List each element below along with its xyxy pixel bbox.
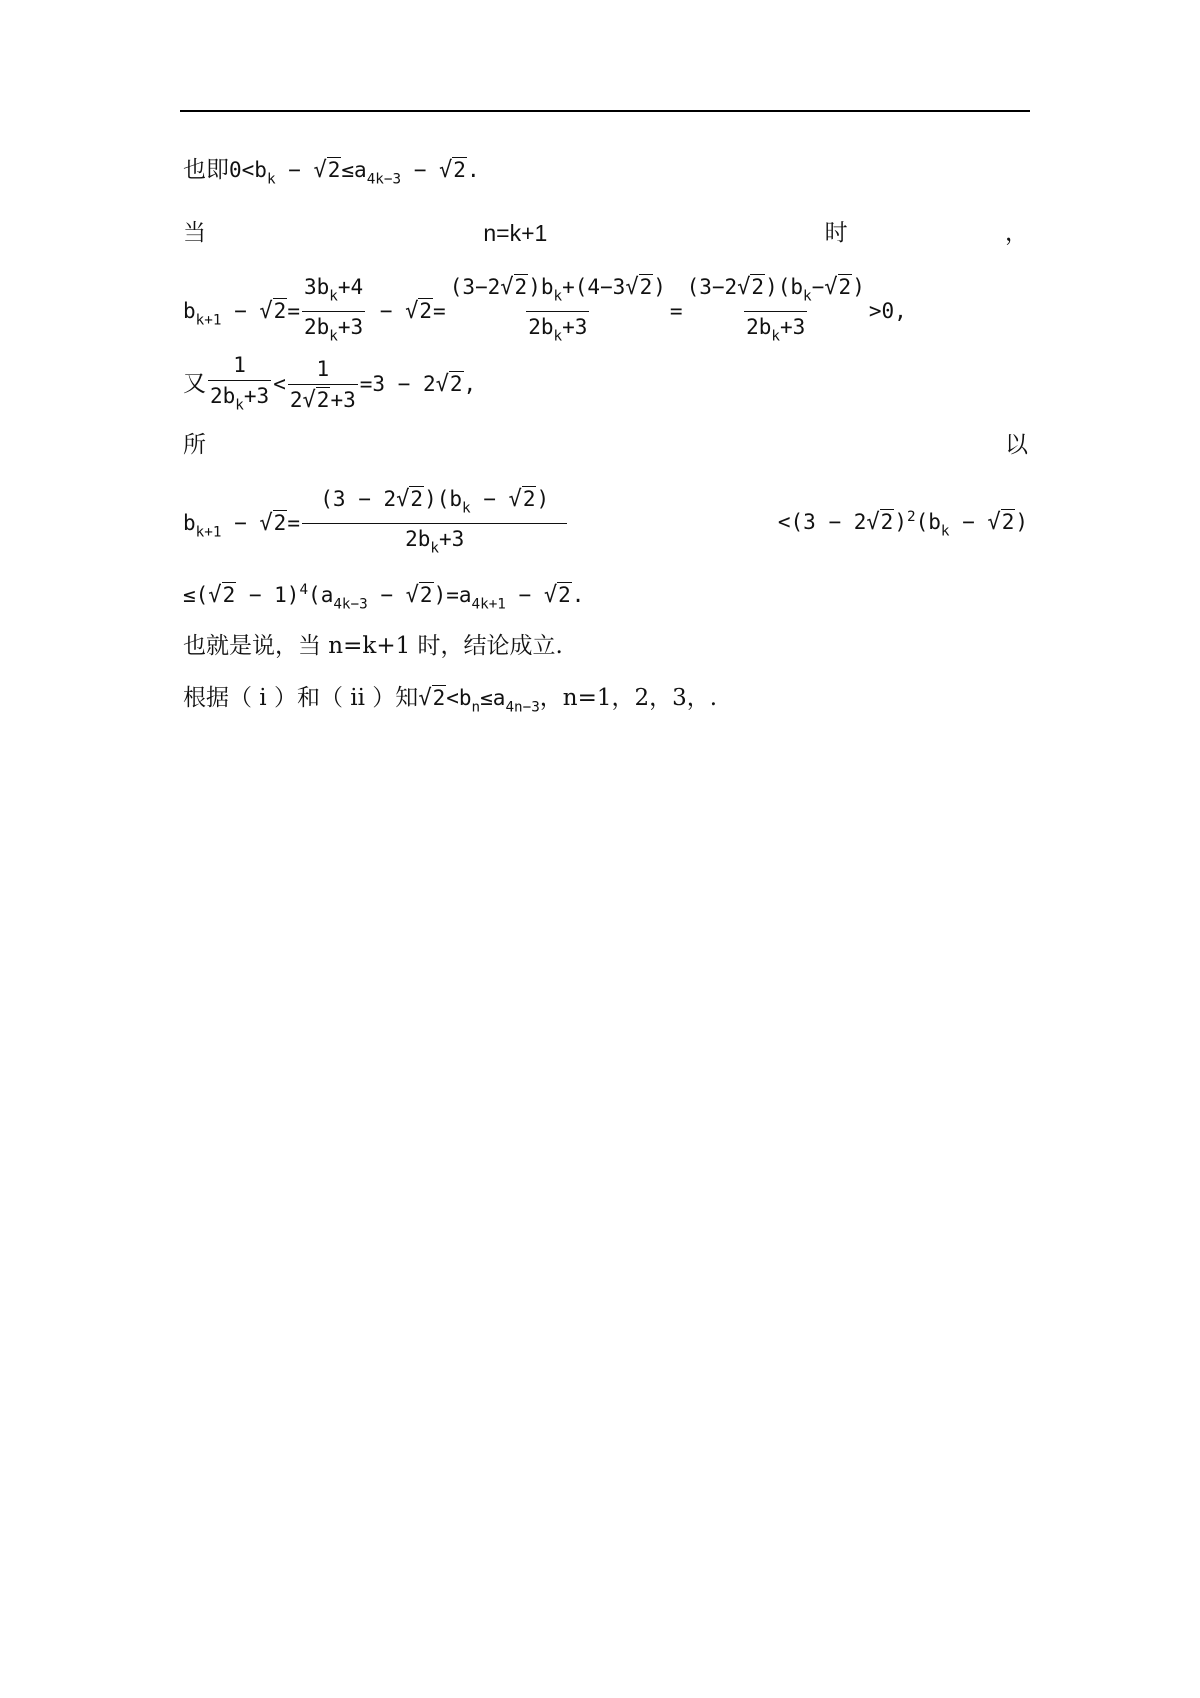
- line-3: $b_{k+1} - √2=$ $\frac{3b_k+4}{2b_k+3}$ − √2= $\frac{(3-2√2)b_k+(4-3√2)}{2b_k+3}$ = $\frac{(3-2√2)(b_k-√2)}{2b_k+3}$ >0,: [183, 272, 1028, 352]
- line-2-left: 当: [183, 220, 206, 246]
- line-6-right: $<(3 - 2√2)^2(b_k - √2)$: [777, 509, 1028, 540]
- fraction-6: $\frac{(3 - 2√2)(b_k - √2)}{2b_k+3}$: [302, 484, 567, 564]
- line-6: [183, 484, 1028, 564]
- fraction-4: $\frac{1}{2b_k+3}$: [208, 350, 271, 420]
- line-9-prefix: 根据（ i ）和（ ii ）知: [183, 685, 419, 711]
- line-2: [183, 213, 1028, 253]
- line-4-math: $\frac{1}{2b_k+3}$ < $\frac{1}{2√2+3}$ =3 − 2√2,: [206, 372, 476, 396]
- line-8: 也就是说，当 n=k+1 时，结论成立.: [183, 633, 563, 659]
- line-2-mid: n=k+1: [483, 220, 548, 246]
- fraction-5: $\frac{1}{2√2+3}$: [288, 354, 358, 416]
- line-4: [183, 350, 1028, 420]
- line-7: $\le(√2 - 1)^4(a_{4k-3} - √2)=a_{4k+1} - √2$.: [183, 582, 585, 613]
- header-rule: [180, 110, 1030, 112]
- line-9-math: $√2<b_n\le a_{4n-3}$: [418, 686, 540, 716]
- line-1-math: $0<b_k - √2\le a_{4k-3} - √2$.: [229, 158, 480, 188]
- fraction-2: $\frac{(3-2√2)b_k+(4-3√2)}{2b_k+3}$: [448, 272, 668, 352]
- line-5: [183, 425, 1028, 465]
- line-9-suffix: ，n=1，2，3，.: [539, 685, 718, 711]
- line-1: [183, 150, 1028, 199]
- fraction-1: $\frac{3b_k+4}{2b_k+3}$: [302, 272, 365, 352]
- line-1-prefix: 也即: [183, 157, 229, 183]
- line-5-right: 以: [1005, 432, 1028, 458]
- line-2-comma: ，: [1004, 220, 1028, 246]
- line-6-left: $b_{k+1} - √2=$ $\frac{(3 - 2√2)(b_k - √2)}{2b_k+3}$: [183, 484, 569, 564]
- line-9: [183, 678, 1028, 727]
- line-5-left: 所: [183, 432, 206, 458]
- line-4-prefix: 又: [183, 371, 206, 398]
- line-2-right: 时: [824, 220, 848, 246]
- fraction-3: $\frac{(3-2√2)(b_k-√2)}{2b_k+3}$: [685, 272, 867, 352]
